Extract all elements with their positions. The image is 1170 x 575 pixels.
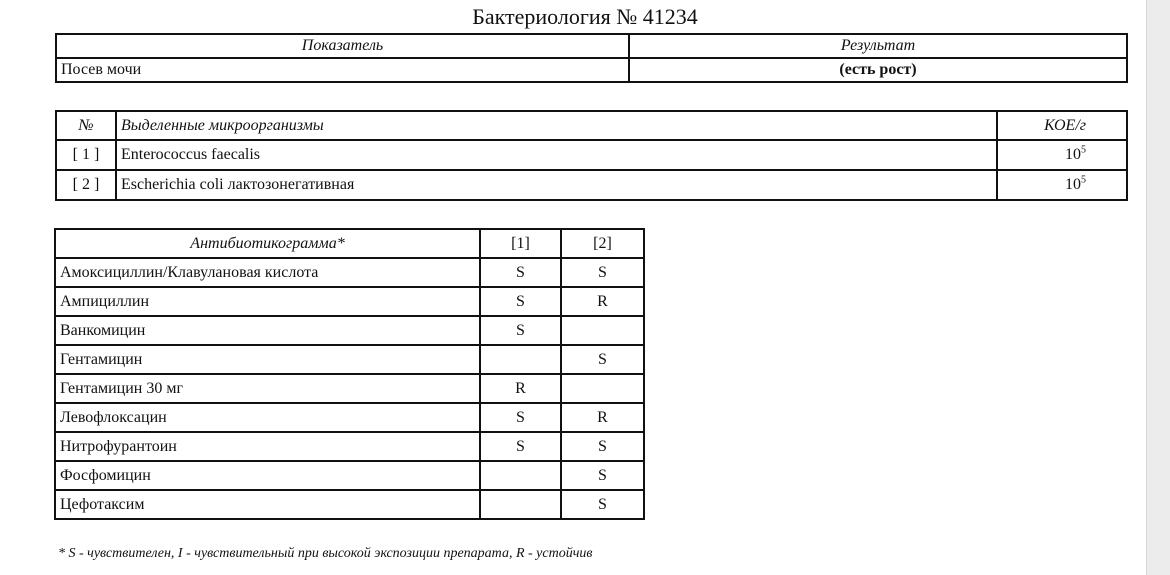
antibiogram-header-row (55, 229, 644, 258)
sensitivity-col1: S (480, 316, 561, 345)
organism-row (56, 140, 1127, 170)
report-title: Бактериология № 41234 (472, 4, 698, 29)
organism-num: [ 1 ] (56, 140, 116, 170)
sensitivity-col1 (480, 461, 561, 490)
summary-indicator: Посев мочи (56, 58, 629, 82)
organism-cfu (997, 140, 1127, 170)
cfu-base: 10 (1065, 176, 1081, 193)
summary-row (56, 58, 1127, 82)
antibiotic-name: Ампициллин (55, 287, 480, 316)
sensitivity-col1 (480, 345, 561, 374)
organisms-header-name: Выделенные микроорганизмы (116, 111, 997, 140)
antibiotic-row (55, 490, 644, 519)
cfu-base: 10 (1065, 146, 1081, 163)
antibiotic-row (55, 461, 644, 490)
sensitivity-col1: S (480, 403, 561, 432)
antibiotic-row (55, 345, 644, 374)
sensitivity-col2: R (561, 287, 644, 316)
sensitivity-col1: S (480, 432, 561, 461)
antibiogram-header-name: Антибиотикограмма* (55, 229, 480, 258)
sensitivity-col2: S (561, 490, 644, 519)
antibiotic-name: Гентамицин (55, 345, 480, 374)
antibiotic-row (55, 258, 644, 287)
antibiotic-name: Нитрофурантоин (55, 432, 480, 461)
antibiotic-row (55, 316, 644, 345)
summary-result: (есть рост) (629, 58, 1127, 82)
sensitivity-col1 (480, 490, 561, 519)
antibiogram-header-col2: [2] (561, 229, 644, 258)
antibiotic-row (55, 432, 644, 461)
antibiogram-table (54, 228, 645, 520)
organisms-header-row (56, 111, 1127, 140)
antibiotic-row (55, 287, 644, 316)
organism-num: [ 2 ] (56, 170, 116, 200)
organisms-header-cfu: КОЕ/г (997, 111, 1127, 140)
organisms-table (55, 110, 1128, 201)
antibiotic-name: Ванкомицин (55, 316, 480, 345)
sensitivity-col2: S (561, 345, 644, 374)
antibiogram-header-col1: [1] (480, 229, 561, 258)
organism-cfu (997, 170, 1127, 200)
antibiotic-name: Гентамицин 30 мг (55, 374, 480, 403)
viewer-gutter (1146, 0, 1170, 575)
organism-name: Escherichia coli лактозонегативная (116, 170, 997, 200)
cfu-exponent: 5 (1081, 174, 1086, 186)
sensitivity-col1: S (480, 258, 561, 287)
summary-header-indicator: Показатель (56, 34, 629, 58)
organisms-header-num: № (56, 111, 116, 140)
sensitivity-col1: R (480, 374, 561, 403)
summary-table (55, 33, 1128, 83)
organism-name: Enterococcus faecalis (116, 140, 997, 170)
cfu-exponent: 5 (1081, 144, 1086, 156)
antibiotic-name: Левофлоксацин (55, 403, 480, 432)
summary-header-row (56, 34, 1127, 58)
antibiotic-row (55, 374, 644, 403)
sensitivity-col1: S (480, 287, 561, 316)
sensitivity-col2: S (561, 432, 644, 461)
antibiotic-name: Цефотаксим (55, 490, 480, 519)
sensitivity-col2: S (561, 461, 644, 490)
sensitivity-col2: R (561, 403, 644, 432)
summary-header-result: Результат (629, 34, 1127, 58)
legend-footnote: * S - чувствителен, I - чувствительный при высокой экспозиции препарата, R - устойчив (58, 546, 593, 561)
sensitivity-col2 (561, 374, 644, 403)
antibiotic-name: Фосфомицин (55, 461, 480, 490)
sensitivity-col2 (561, 316, 644, 345)
antibiotic-row (55, 403, 644, 432)
organism-row (56, 170, 1127, 200)
sensitivity-col2: S (561, 258, 644, 287)
antibiotic-name: Амоксициллин/Клавулановая кислота (55, 258, 480, 287)
